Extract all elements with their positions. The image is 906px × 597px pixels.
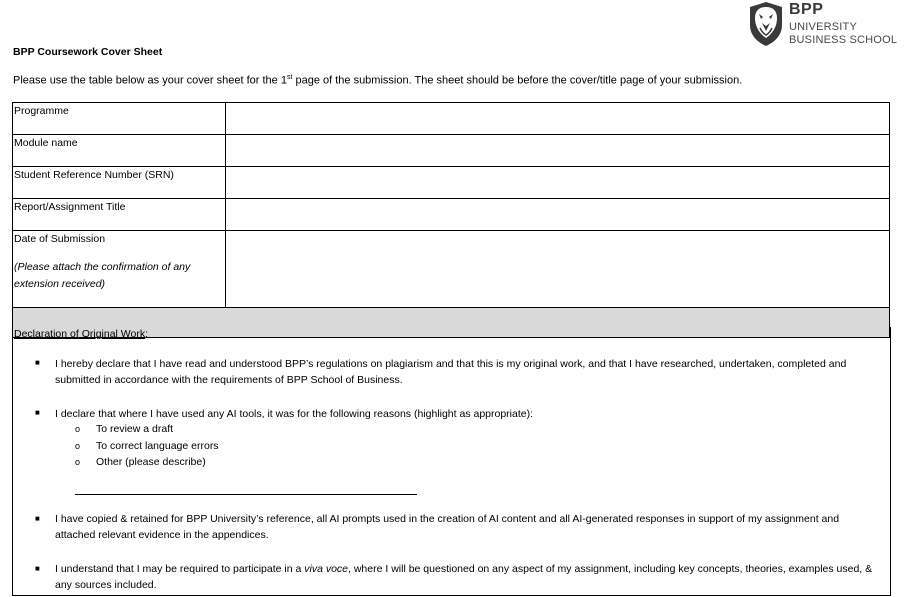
table-row-srn bbox=[13, 167, 890, 199]
module-name-field[interactable] bbox=[226, 135, 890, 167]
lion-shield-icon bbox=[748, 1, 784, 47]
declaration-heading-colon: : bbox=[145, 328, 149, 340]
table-row-date bbox=[13, 231, 890, 308]
date-label: Date of Submission bbox=[14, 233, 106, 245]
ai-reason-review-draft[interactable] bbox=[75, 423, 173, 435]
table-row-title bbox=[13, 199, 890, 231]
programme-label: Programme bbox=[13, 103, 226, 135]
declaration-item-1: I hereby declare that I have read and understood BPP’s regulations on plagiarism and that this is my original work, and that I have researched, undertaken, completed and submitted in accordance with the requirements of BPP School of Business. bbox=[55, 358, 847, 386]
viva-text-before: I understand that I may be required to participate in a bbox=[55, 563, 305, 575]
assignment-title-field[interactable] bbox=[226, 199, 890, 231]
programme-field[interactable] bbox=[226, 103, 890, 135]
intro-superscript: st bbox=[286, 74, 293, 81]
declaration-heading-text: Declaration of Original Work bbox=[14, 328, 146, 340]
ai-reason-label: Other (please describe) bbox=[96, 456, 206, 468]
date-cell bbox=[13, 231, 226, 308]
table-row-module-name bbox=[13, 135, 890, 167]
assignment-title-label: Report/Assignment Title bbox=[13, 199, 226, 231]
circle-bullet-icon: o bbox=[75, 457, 81, 467]
bullet-icon: ■ bbox=[35, 408, 40, 417]
logo-line-1: UNIVERSITY bbox=[789, 21, 858, 33]
ai-reason-language[interactable] bbox=[75, 440, 219, 452]
declaration-item-4 bbox=[55, 561, 875, 593]
date-field[interactable] bbox=[226, 231, 890, 308]
ai-reason-label: To correct language errors bbox=[96, 440, 219, 452]
bullet-icon: ■ bbox=[35, 514, 40, 523]
srn-label: Student Reference Number (SRN) bbox=[13, 167, 226, 199]
bullet-icon: ■ bbox=[35, 358, 40, 367]
bullet-icon: ■ bbox=[35, 564, 40, 573]
intro-text bbox=[13, 74, 742, 87]
circle-bullet-icon: o bbox=[75, 441, 81, 451]
circle-bullet-icon: o bbox=[75, 424, 81, 434]
document-title: BPP Coursework Cover Sheet bbox=[13, 46, 163, 58]
intro-before: Please use the table below as your cover sheet for the 1 bbox=[13, 74, 287, 87]
viva-voce-term: viva voce bbox=[304, 563, 349, 575]
intro-after: page of the submission. The sheet should be before the cover/title page of your submission. bbox=[292, 74, 743, 87]
module-name-label: Module name bbox=[13, 135, 226, 167]
logo-line-2: BUSINESS SCHOOL bbox=[789, 34, 898, 46]
other-description-line[interactable] bbox=[75, 494, 417, 495]
declaration-heading bbox=[14, 328, 148, 340]
date-note: (Please attach the confirmation of any extension received) bbox=[14, 261, 191, 290]
declaration-section bbox=[12, 327, 891, 596]
declaration-item-3: I have copied & retained for BPP University’s reference, all AI prompts used in the creation of AI content and all AI-generated responses in support of my assignment and attached relevant evidence in the appendices. bbox=[55, 513, 840, 541]
declaration-item-2: I declare that where I have used any AI tools, it was for the following reasons (highlight as appropriate): bbox=[55, 408, 534, 420]
table-row-programme bbox=[13, 103, 890, 135]
bpp-logo bbox=[748, 1, 898, 47]
ai-reason-other[interactable] bbox=[75, 456, 206, 468]
logo-brand: BPP bbox=[789, 1, 824, 18]
viva-text-after: , where I will be questioned on any aspect of my assignment, including key concepts, theories, examples used, & any sources included. bbox=[55, 563, 873, 591]
srn-field[interactable] bbox=[226, 167, 890, 199]
cover-sheet-table bbox=[12, 102, 890, 338]
ai-reason-label: To review a draft bbox=[96, 423, 174, 435]
